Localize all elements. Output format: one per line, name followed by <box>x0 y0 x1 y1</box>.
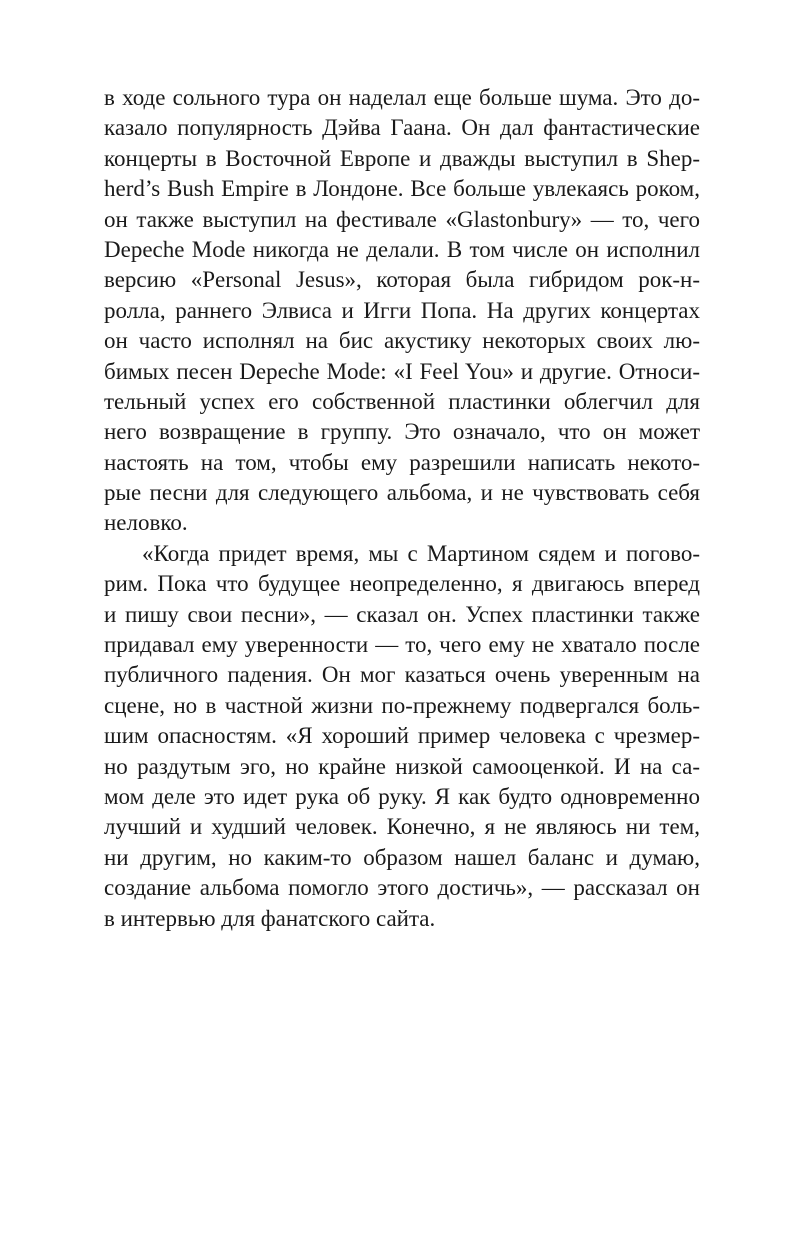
text-line: в интервью для фанатского сайта. <box>104 905 436 931</box>
text-line: шим опасностям. «Я хороший пример человека с чрезмер- <box>104 723 700 749</box>
text-line: рим. Пока что будущее неопределенно, я двигаюсь вперед <box>104 571 700 597</box>
paragraph-1 <box>104 83 700 539</box>
text-line: мом деле это идет рука об руку. Я как будто одновременно <box>104 783 700 809</box>
text-line: он часто исполнял на бис акустику некоторых своих лю- <box>104 328 700 354</box>
text-line: неловко. <box>104 510 188 536</box>
text-line: сцене, но в частной жизни по-прежнему подвергался боль- <box>104 692 700 718</box>
text-line: но раздутым эго, но крайне низкой самооценкой. И на са- <box>104 753 700 779</box>
text-line: концерты в Восточной Европе и дважды выступил в Shep- <box>104 145 700 171</box>
text-line: лучший и худший человек. Конечно, я не являюсь ни тем, <box>104 814 700 840</box>
text-line: бимых песен Depeche Mode: «I Feel You» и другие. Относи- <box>104 358 700 384</box>
paragraph-2 <box>104 539 700 934</box>
text-line: версию «Personal Jesus», которая была гибридом рок-н- <box>104 267 700 293</box>
text-line: в ходе сольного тура он наделал еще больше шума. Это до- <box>104 85 700 110</box>
text-line: настоять на том, чтобы ему разрешили написать некото- <box>104 449 700 475</box>
text-line: рые песни для следующего альбома, и не чувствовать себя <box>104 480 700 506</box>
text-line: казало популярность Дэйва Гаана. Он дал фантастические <box>104 115 700 141</box>
text-line: herd’s Bush Empire в Лондоне. Все больше увлекаясь роком, <box>104 176 700 202</box>
book-page-text <box>104 83 700 934</box>
text-line: и пишу свои песни», — сказал он. Успех пластинки также <box>104 601 700 627</box>
text-line: создание альбома помогло этого достичь», — рассказал он <box>104 875 700 901</box>
text-line: тельный успех его собственной пластинки облегчил для <box>104 388 700 414</box>
text-line: публичного падения. Он мог казаться очень уверенным на <box>104 662 700 688</box>
text-line: он также выступил на фестивале «Glastonbury» — то, чего <box>104 206 700 232</box>
text-line: него возвращение в группу. Это означало, что он может <box>104 419 700 445</box>
text-line: придавал ему уверенности — то, чего ему не хватало после <box>104 632 700 658</box>
text-line: «Когда придет время, мы с Мартином сядем и погово- <box>142 540 700 566</box>
text-line: Depeche Mode никогда не делали. В том числе он исполнил <box>104 236 700 262</box>
text-line: ни другим, но каким-то образом нашел баланс и думаю, <box>104 844 700 870</box>
text-line: ролла, раннего Элвиса и Игги Попа. На других концертах <box>104 297 700 323</box>
